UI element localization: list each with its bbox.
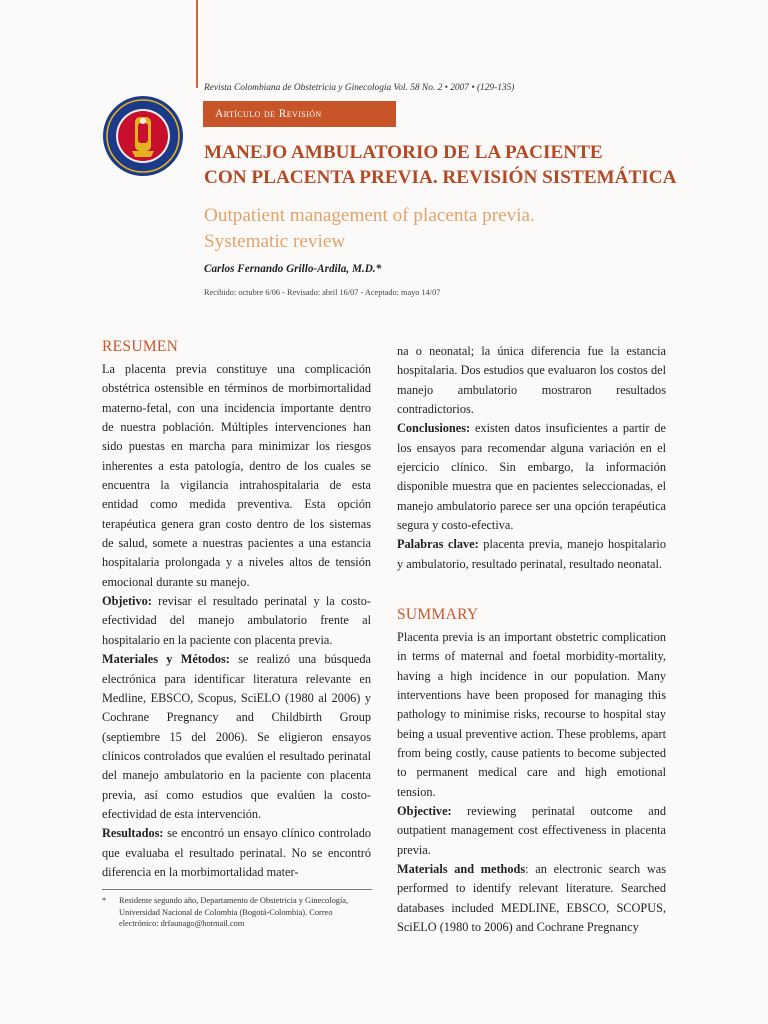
resultados-continuation: na o neonatal; la única diferencia fue la estancia hospitalaria. Dos estudios que evaluaron los costos del manejo ambulatorio mostraron resultados contradictorios. [397,344,666,417]
summary-heading: SUMMARY [397,606,479,623]
received-dates: Recibido: octubre 6/06 - Revisado: abril 16/07 - Aceptado: mayo 14/07 [204,288,441,297]
resultados-paragraph [102,824,371,882]
objective-paragraph [397,802,666,860]
title-es-line: MANEJO AMBULATORIO DE LA PACIENTE [204,142,603,163]
left-column [102,360,371,882]
footnote-marker: * [102,896,107,905]
palabras-clave-paragraph [397,535,666,574]
palabras-clave-label: Palabras clave: [397,537,479,552]
materials-label: Materials and methods [397,862,526,877]
society-seal-icon [102,95,184,177]
resultados-text: se encontró un ensayo clínico controlado que evaluaba el resultado perinatal. No se encontró diferencia en la morbimortalidad mater- [102,826,371,879]
objetivo-paragraph [102,592,371,650]
header-rule [196,0,198,88]
palabras-clave-text: placenta previa, manejo hospitalario y ambulatorio, resultado perinatal, resultado neonatal. [397,537,666,571]
materiales-text: se realizó una búsqueda electrónica para identificar literatura relevante en Medline, EBSCO, Scopus, SciELO (1980 al 2006) y Cochrane Pregnancy and Childbirth Group (septiembre 15 del 2006). Se eligieron ensayos clínicos controlados que evalúen el resultado perinatal del manejo ambulatorio en la paciente con placenta previa, así como estudios que evalúen la costo-efectividad de esta intervención. [102,652,371,821]
conclusiones-paragraph [397,419,666,535]
objetivo-text: revisar el resultado perinatal y la costo-efectividad del manejo ambulatorio frente al hospitalario en la paciente con placenta previa. [102,594,371,647]
resumen-intro: La placenta previa constituye una complicación obstétrica ostensible en términos de morbimortalidad materno-fetal, con una incidencia importante dentro de nuestra población. Múltiples intervenciones han sido puestas en marcha para minimizar los riesgos inherentes a esta patología, dentro de los cuales se encuentra la vigilancia intrahospitalaria de esta entidad como medida preventiva. Esta opción terapéutica genera gran costo dentro de los sistemas de salud, somete a nuestras pacientes a una estancia hospitalaria prolongada y a niveles altos de tensión emocional durante su manejo. [102,362,371,589]
materials-paragraph [397,860,666,937]
conclusiones-text: existen datos insuficientes a partir de los ensayos para recomendar alguna variación en el ejercicio clínico. Sin embargo, la información disponible muestra que en pacientes seleccionadas, el manejo ambulatorio parece ser una opción terapéutica segura y costo-efectiva. [397,421,666,533]
materiales-label: Materiales y Métodos: [102,652,230,667]
title-es-line: CON PLACENTA PREVIA. REVISIÓN SISTEMÁTICA [204,167,677,188]
right-column [397,342,666,574]
title-en-line: Systematic review [204,231,346,252]
materials-text: : an electronic search was performed to identify relevant literature. Searched databases included MEDLINE, EBSCO, SCOPUS, SciELO (1980 to 2006) and Cochrane Pregnancy [397,862,666,935]
objective-label: Objective: [397,804,452,819]
article-title-english [204,203,535,255]
journal-citation: Revista Colombiana de Obstetricia y Ginecología Vol. 58 No. 2 • 2007 • (129-135) [204,83,515,93]
footnote-rule [102,889,372,890]
summary-intro: Placenta previa is an important obstetric complication in terms of maternal and foetal morbidity-mortality, having a high incidence in our population. Many interventions have been proposed for managing this pathology to minimise risks, recourse to hospital stay being a usual preventive action. These problems, apart from being costly, cause patients to become subjected to permanent medical care and high emotional tension. [397,630,666,799]
title-en-line: Outpatient management of placenta previa. [204,205,535,226]
summary-column [397,628,666,938]
materiales-paragraph [102,650,371,824]
resultados-label: Resultados: [102,826,164,841]
objective-text: reviewing perinatal outcome and outpatient management cost effectiveness in placenta previa. [397,804,666,857]
conclusiones-label: Conclusiones: [397,421,471,436]
section-tag: Artículo de Revisión [203,101,396,127]
objetivo-label: Objetivo: [102,594,152,609]
resumen-heading: RESUMEN [102,338,179,355]
footnote-text: Residente segundo año, Departamento de Obstetricia y Ginecología, Universidad Nacional de Colombia (Bogotá-Colombia). Correo electrónico: drfaunago@hotmail.com [119,896,349,928]
author-name: Carlos Fernando Grillo-Ardila, M.D.* [204,263,382,275]
article-title-spanish [204,140,676,190]
